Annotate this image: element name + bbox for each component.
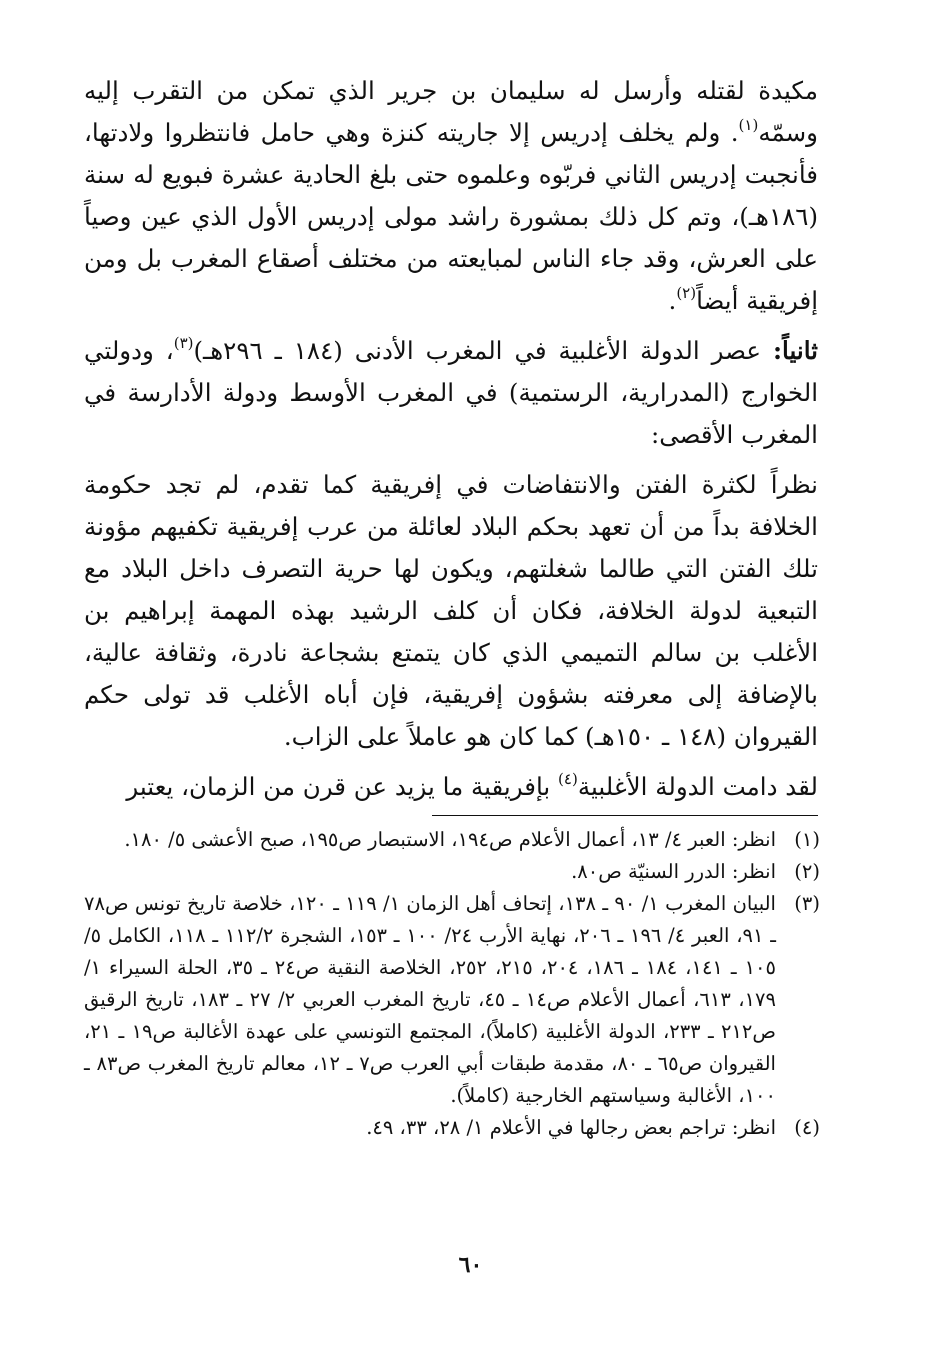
page-number: ٦٠ xyxy=(458,1252,483,1278)
paragraph-1-close: . xyxy=(668,286,677,315)
footnote-ref-4: (٤) xyxy=(558,770,578,788)
footnote-text: انظر: العبر ٤/ ١٣، أعمال الأعلام ص١٩٤، الاستبصار ص١٩٥، صبح الأعشى ٥/ ١٨٠. xyxy=(124,828,776,851)
footnotes xyxy=(84,824,820,1144)
footnote-3 xyxy=(84,888,820,1112)
paragraph-1-text-cont: . ولم يخلف إدريس إلا جاريته كنزة وهي حامل فانتظروا ولادتها، فأنجبت إدريس الثاني فربّوه وعلموه حتى بلغ الحادية عشرة فبويع له سنة (١٨٦هـ)، وتم كل ذلك بمشورة راشد مولى إدريس الأول الذي عين وصياً على العرش، وقد جاء الناس لمبايعته من مختلف أصقاع المغرب بل ومن إفريقية أيضاً xyxy=(84,118,818,315)
paragraph-1-text: مكيدة لقتله وأرسل له سليمان بن جرير الذي تمكن من التقرب إليه وسمّه xyxy=(84,76,818,147)
paragraph-2-text: نظراً لكثرة الفتن والانتفاضات في إفريقية كما تقدم، لم تجد حكومة الخلافة بداً من أن تعهد بحكم البلاد لعائلة من عرب إفريقية تكفيهم مؤونة تلك الفتن التي طالما شغلتهم، ويكون لها حرية التصرف داخل البلاد مع التبعية لدولة الخلافة، فكان أن كلف الرشيد بهذه المهمة إبراهيم بن الأغلب بن سالم التميمي الذي كان يتمتع بشجاعة نادرة، وثقافة عالية، بالإضافة إلى معرفته بشؤون إفريقية، فإن أباه الأغلب قد تولى حكم القيروان (١٤٨ ـ ١٥٠هـ) كما كان هو عاملاً على الزاب. xyxy=(84,470,818,751)
footnote-ref-3: (٣) xyxy=(173,334,194,352)
paragraph-3-text: لقد دامت الدولة الأغلبية xyxy=(577,772,818,801)
paragraph-1 xyxy=(84,70,818,322)
paragraph-3-text-cont: بإفريقية ما يزيد عن قرن من الزمان، يعتبر xyxy=(126,772,559,801)
footnote-number: (١) xyxy=(794,828,820,851)
paragraph-3 xyxy=(84,766,818,808)
footnote-separator xyxy=(432,815,818,816)
paragraph-2 xyxy=(84,464,818,758)
footnote-ref-2: (٢) xyxy=(676,284,697,302)
footnote-text: انظر: تراجم بعض رجالها في الأعلام ١/ ٢٨، ٣٣، ٤٩. xyxy=(366,1116,776,1139)
footnote-1 xyxy=(84,824,820,856)
footnote-4 xyxy=(84,1112,820,1144)
footnote-number: (٣) xyxy=(794,892,820,915)
footnote-text: البيان المغرب ١/ ٩٠ ـ ١٣٨، إتحاف أهل الزمان ١/ ١١٩ ـ ١٢٠، خلاصة تاريخ تونس ص٧٨ ـ ٩١، العبر ٤/ ١٩٦ ـ ٢٠٦، نهاية الأرب ٢٤/ ١٠٠ ـ ١٥٣، الشجرة ١١٢/٢ ـ ١١٨، الكامل ٥/ ١٠٥ ـ ١٤١، ١٨٤ ـ ١٨٦، ٢٠٤، ٢١٥، ٢٥٢، الخلاصة النقية ص٢٤ ـ ٣٥، الحلة السيراء ١/ ١٧٩، ٦١٣، أعمال الأعلام ص١٤ ـ ٤٥، تاريخ المغرب العربي ٢/ ٢٧ ـ ١٨٣، تاريخ الرقيق ص٢١٢ ـ ٢٣٣، الدولة الأغلبية (كاملاً)، المجتمع التونسي على عهدة الأغالبة ص١٩ ـ ٢١، القيروان ص٦٥ ـ ٨٠، مقدمة طبقات أبي العرب ص٧ ـ ١٢، معالم تاريخ المغرب ص٨٣ ـ ١٠٠، الأغالبة وسياستهم الخارجية (كاملاً). xyxy=(84,892,776,1107)
section-heading-text: عصر الدولة الأغلبية في المغرب الأدنى (١٨٤ ـ ٢٩٦هـ) xyxy=(193,336,773,365)
section-heading xyxy=(84,330,818,456)
main-text xyxy=(84,70,818,808)
footnote-number: (٤) xyxy=(794,1116,820,1139)
section-heading-text-cont: ، ودولتي الخوارج (المدرارية، الرستمية) في المغرب الأوسط ودولة الأدارسة في المغرب الأقصى: xyxy=(84,336,818,449)
footnote-2 xyxy=(84,856,820,888)
footnote-text: انظر: الدرر السنيّة ص٨٠. xyxy=(571,860,776,883)
footnote-ref-1: (١) xyxy=(738,116,759,134)
section-heading-lead: ثانياً: xyxy=(772,336,818,365)
footnote-number: (٢) xyxy=(794,860,820,883)
